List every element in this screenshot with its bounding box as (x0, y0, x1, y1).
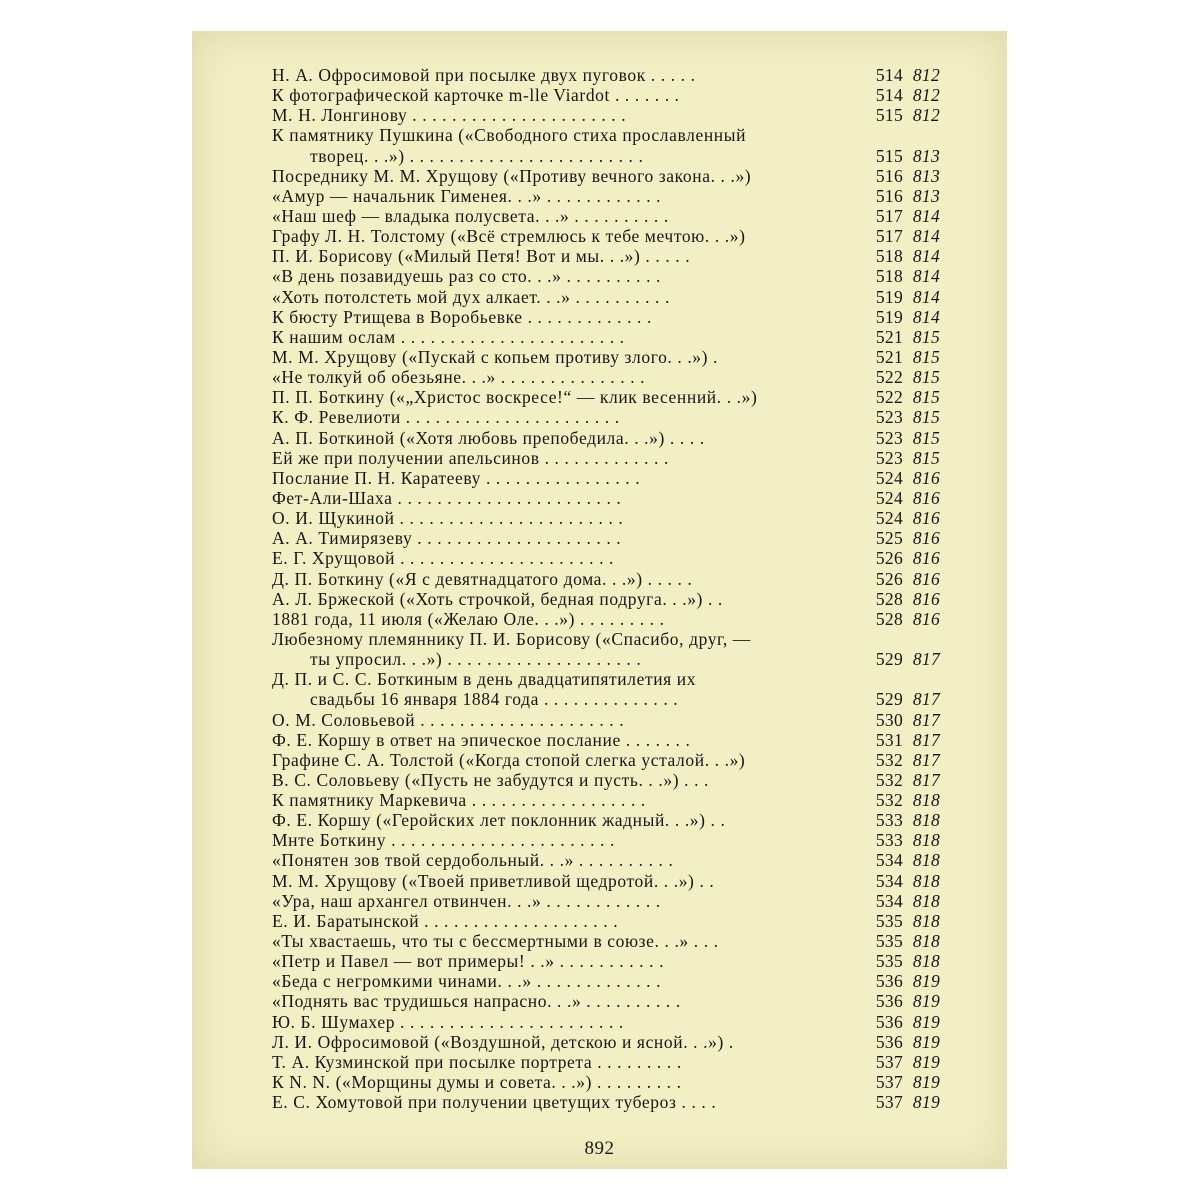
toc-entry-page: 535 (875, 951, 903, 972)
toc-entry-title: Ф. Е. Коршу («Геройских лет поклонник жадный. . .») . . (272, 810, 726, 831)
toc-entry-title: Е. И. Баратынской . . . . . . . . . . . . . . . . . . . . (272, 910, 619, 931)
toc-entry-page: 516 (875, 165, 903, 186)
toc-entry-page: 514 (875, 65, 903, 85)
toc-entry-title: В. С. Соловьеву («Пусть не забудутся и пусть. . .») . . . (272, 769, 709, 790)
toc-entry-note-page: 815 (912, 387, 940, 408)
toc-entry-page: 516 (875, 185, 903, 206)
toc-entry (272, 870, 940, 891)
toc-entry-note-page: 818 (912, 850, 940, 871)
toc-entry (272, 749, 940, 770)
toc-entry-page: 536 (875, 1011, 903, 1032)
toc-entry (272, 306, 940, 327)
toc-entry-page: 524 (875, 467, 903, 488)
page-number: 892 (584, 1138, 615, 1159)
toc-entry-note-page: 813 (912, 165, 940, 186)
toc-entry (272, 185, 940, 206)
toc-entry-note-page: 818 (912, 870, 940, 891)
toc-entry (272, 326, 940, 347)
toc-entry (272, 487, 940, 508)
toc-entry-title: Л. И. Офросимовой («Воздушной, детскою и ясной. . .») . (272, 1031, 734, 1052)
toc-entry (272, 387, 940, 408)
toc-entry-title: Е. С. Хомутовой при получении цветущих тубероз . . . . (272, 1092, 717, 1113)
toc-entry-note-page: 818 (912, 931, 940, 952)
toc-entry-title: «Понятен зов твой сердобольный. . .» . . . . . . . . . . (272, 850, 674, 871)
toc-entry-note-page: 818 (912, 830, 940, 851)
toc-entry (272, 890, 940, 911)
toc-entry-title: А. П. Боткиной («Хотя любовь препобедила. . .») . . . . (272, 427, 705, 448)
toc-entry-title: 1881 года, 11 июля («Желаю Оле. . .») . . . . . . . . . (272, 608, 665, 629)
toc-entry (272, 447, 940, 468)
toc-entry (272, 769, 940, 790)
toc-entry-title: свадьбы 16 января 1884 года . . . . . . . . . . . . . . (310, 689, 679, 710)
toc-entry (272, 266, 940, 287)
toc-entry-note-page: 818 (912, 790, 940, 811)
toc-entry-page: 536 (875, 991, 903, 1012)
toc-entry (272, 548, 940, 569)
toc-entry (272, 830, 940, 851)
toc-entry-page: 525 (875, 528, 903, 549)
toc-entry-note-page: 816 (912, 548, 940, 569)
toc-entry-title: А. Л. Бржеской («Хоть строчкой, бедная подруга. . .») . . (272, 588, 723, 609)
toc-entry-page: 534 (875, 870, 903, 891)
toc-entry-title: Графу Л. Н. Толстому («Всё стремлюсь к тебе мечтою. . .») (272, 226, 746, 247)
toc-entry-title: «Беда с негромкими чинами. . .» . . . . . . . . . . . . . (272, 971, 662, 992)
toc-entry-page: 524 (875, 508, 903, 529)
toc-entry (272, 991, 940, 1012)
toc-entry-note-page: 817 (912, 709, 940, 730)
table-of-contents (272, 65, 940, 1113)
toc-entry-title: Д. П. и С. С. Боткиным в день двадцатипятилетия их (272, 669, 697, 690)
toc-entry-page: 532 (875, 769, 903, 790)
toc-entry-title: Ю. Б. Шумахер . . . . . . . . . . . . . . . . . . . . . . . (272, 1011, 624, 1032)
toc-entry (272, 508, 940, 529)
toc-entry-title: К. Ф. Ревелиоти . . . . . . . . . . . . . . . . . . . . . . (272, 407, 620, 428)
toc-entry-note-page: 816 (912, 508, 940, 529)
toc-entry-note-page: 814 (912, 246, 940, 267)
toc-entry (272, 810, 940, 831)
toc-entry (272, 528, 940, 549)
toc-entry-note-page: 819 (912, 1092, 940, 1113)
toc-entry-page: 515 (875, 145, 903, 166)
toc-entry (272, 407, 940, 428)
toc-entry (272, 125, 936, 145)
toc-entry-note-page: 817 (912, 749, 940, 770)
toc-entry-title: Т. А. Кузминской при посылке портрета . . . . . . . . . (272, 1051, 682, 1072)
toc-entry-page: 515 (875, 105, 903, 126)
toc-entry-note-page: 819 (912, 991, 940, 1012)
toc-entry-page: 535 (875, 910, 903, 931)
toc-entry-note-page: 818 (912, 890, 940, 911)
toc-entry-page: 537 (875, 1072, 903, 1093)
toc-entry-page: 533 (875, 830, 903, 851)
toc-entry-page: 522 (875, 387, 903, 408)
toc-entry-page: 537 (875, 1051, 903, 1072)
toc-entry-note-page: 817 (912, 729, 940, 750)
toc-entry-title: Фет-Али-Шаха . . . . . . . . . . . . . . . . . . . . . . . (272, 487, 622, 508)
toc-entry (272, 205, 940, 226)
toc-entry-title: «Наш шеф — владыка полусвета. . .» . . . . . . . . . . (272, 205, 669, 226)
toc-entry (272, 1031, 940, 1052)
toc-entry-note-page: 815 (912, 367, 940, 388)
toc-entry-title: ты упросил. . .») . . . . . . . . . . . . . . . . . . . . (310, 649, 642, 670)
toc-entry-title: Е. Г. Хрущовой . . . . . . . . . . . . . . . . . . . . . . (272, 548, 615, 569)
toc-entry-title: О. М. Соловьевой . . . . . . . . . . . . . . . . . . . . . (272, 709, 625, 730)
toc-entry-title: П. И. Борисову («Милый Петя! Вот и мы. . .») . . . . . (272, 246, 691, 267)
toc-entry-page: 517 (875, 226, 903, 247)
toc-entry-note-page: 814 (912, 205, 940, 226)
toc-entry-page: 531 (875, 729, 903, 750)
toc-entry-note-page: 816 (912, 568, 940, 589)
toc-entry (272, 246, 940, 267)
toc-entry (272, 427, 940, 448)
toc-entry-title: К N. N. («Морщины думы и совета. . .») . . . . . . . . . (272, 1072, 682, 1093)
toc-entry-title: Послание П. Н. Каратееву . . . . . . . . . . . . . . . . (272, 467, 641, 488)
toc-entry (272, 729, 940, 750)
toc-entry-note-page: 817 (912, 769, 940, 790)
toc-entry (272, 931, 940, 952)
toc-entry (272, 1092, 940, 1113)
toc-entry-note-page: 814 (912, 286, 940, 307)
toc-entry-title: Посреднику М. М. Хрущову («Противу вечного закона. . .») (272, 165, 752, 186)
toc-entry (272, 709, 940, 730)
toc-entry (272, 1051, 940, 1072)
toc-entry-page: 521 (875, 346, 903, 367)
toc-entry-title: К бюсту Ртищева в Воробьевке . . . . . . . . . . . . . (272, 306, 652, 327)
toc-entry-title: Графине С. А. Толстой («Когда стопой слегка усталой. . .») (272, 749, 746, 770)
toc-entry-title: А. А. Тимирязеву . . . . . . . . . . . . . . . . . . . . . (272, 528, 622, 549)
toc-entry-note-page: 815 (912, 346, 940, 367)
toc-entry-title: Ф. Е. Коршу в ответ на эпическое послание . . . . . . . (272, 729, 691, 750)
toc-entry-page: 533 (875, 810, 903, 831)
toc-entry-note-page: 814 (912, 306, 940, 327)
toc-entry-note-page: 812 (912, 105, 940, 126)
toc-entry-page: 529 (875, 689, 903, 710)
toc-entry-note-page: 819 (912, 1011, 940, 1032)
toc-entry (272, 346, 940, 367)
toc-entry-page: 514 (875, 85, 903, 106)
toc-entry-note-page: 817 (912, 649, 940, 670)
toc-entry-note-page: 816 (912, 588, 940, 609)
toc-entry-page: 519 (875, 286, 903, 307)
toc-entry-page: 537 (875, 1092, 903, 1113)
toc-entry (272, 165, 940, 186)
toc-entry-title: «Хоть потолстеть мой дух алкает. . .» . . . . . . . . . . (272, 286, 670, 307)
toc-entry-page: 518 (875, 246, 903, 267)
toc-entry (272, 568, 940, 589)
toc-entry-title: Ей же при получении апельсинов . . . . . . . . . . . . . (272, 447, 669, 468)
toc-entry-note-page: 819 (912, 1051, 940, 1072)
toc-entry-page: 523 (875, 427, 903, 448)
toc-entry-title: О. И. Щукиной . . . . . . . . . . . . . . . . . . . . . . . (272, 508, 624, 529)
toc-entry-page: 536 (875, 1031, 903, 1052)
toc-entry-page: 523 (875, 407, 903, 428)
toc-entry-note-page: 815 (912, 427, 940, 448)
toc-entry-page: 530 (875, 709, 903, 730)
toc-entry-note-page: 816 (912, 608, 940, 629)
toc-entry-page: 534 (875, 850, 903, 871)
toc-entry-note-page: 816 (912, 487, 940, 508)
toc-entry-page: 521 (875, 326, 903, 347)
toc-entry-title: «Поднять вас трудишься напрасно. . .» . . . . . . . . . . (272, 991, 681, 1012)
toc-entry-note-page: 818 (912, 910, 940, 931)
toc-entry-title: М. М. Хрущову («Пускай с копьем противу злого. . .») . (272, 346, 719, 367)
toc-entry-title: Любезному племяннику П. И. Борисову («Спасибо, друг, — (272, 628, 751, 649)
toc-entry (272, 629, 936, 649)
toc-entry (272, 85, 940, 106)
toc-entry (272, 689, 940, 710)
toc-entry-title: «Ты хвастаешь, что ты с бессмертными в союзе. . .» . . . (272, 931, 719, 952)
toc-entry-title: «Петр и Павел — вот примеры! . .» . . . . . . . . . . . (272, 951, 665, 972)
toc-entry-note-page: 814 (912, 226, 940, 247)
toc-entry-page: 528 (875, 608, 903, 629)
toc-entry-title: «Не толкуй об обезьяне. . .» . . . . . . . . . . . . . . . (272, 367, 646, 388)
toc-entry-page: 518 (875, 266, 903, 287)
toc-entry-note-page: 816 (912, 467, 940, 488)
toc-entry-page: 535 (875, 931, 903, 952)
toc-entry-page: 524 (875, 487, 903, 508)
toc-entry (272, 951, 940, 972)
toc-entry-page: 519 (875, 306, 903, 327)
toc-entry-page: 529 (875, 649, 903, 670)
toc-entry-note-page: 815 (912, 447, 940, 468)
toc-entry (272, 65, 940, 85)
toc-entry-title: М. Н. Лонгинову . . . . . . . . . . . . . . . . . . . . . . (272, 105, 627, 126)
toc-entry-note-page: 817 (912, 689, 940, 710)
toc-entry-title: Н. А. Офросимовой при посылке двух пуговок . . . . . (272, 65, 696, 85)
toc-entry-title: К нашим ослам . . . . . . . . . . . . . . . . . . . . . . . (272, 326, 625, 347)
toc-entry-note-page: 815 (912, 407, 940, 428)
toc-entry (272, 790, 940, 811)
toc-entry-note-page: 819 (912, 971, 940, 992)
toc-entry-page: 534 (875, 890, 903, 911)
toc-entry (272, 226, 940, 247)
toc-entry-note-page: 813 (912, 185, 940, 206)
toc-entry (272, 145, 940, 166)
toc-entry-note-page: 812 (912, 85, 940, 106)
toc-entry (272, 971, 940, 992)
toc-entry (272, 1011, 940, 1032)
toc-entry-title: К памятнику Пушкина («Свободного стиха прославленный (272, 125, 747, 146)
toc-entry-note-page: 819 (912, 1031, 940, 1052)
toc-entry-note-page: 816 (912, 528, 940, 549)
toc-entry-note-page: 812 (912, 65, 940, 85)
book-page (192, 31, 1007, 1169)
toc-entry-page: 523 (875, 447, 903, 468)
toc-entry-page: 532 (875, 749, 903, 770)
toc-entry-title: «Ура, наш архангел отвинчен. . .» . . . . . . . . . . . . (272, 890, 661, 911)
toc-entry (272, 1072, 940, 1093)
toc-entry-page: 528 (875, 588, 903, 609)
toc-entry (272, 105, 940, 126)
toc-entry-title: Мнте Боткину . . . . . . . . . . . . . . . . . . . . . . . (272, 830, 615, 851)
toc-entry-page: 532 (875, 790, 903, 811)
toc-entry (272, 367, 940, 388)
toc-entry-title: П. П. Боткину («„Христос воскресе!“ — клик весенний. . .») (272, 387, 758, 408)
toc-entry-title: «Амур — начальник Гименея. . .» . . . . . . . . . . . . (272, 185, 662, 206)
toc-entry-page: 526 (875, 548, 903, 569)
toc-entry (272, 850, 940, 871)
toc-entry-title: «В день позавидуешь раз со сто. . .» . . . . . . . . . . (272, 266, 661, 287)
toc-entry (272, 588, 940, 609)
toc-entry-title: К памятнику Маркевича . . . . . . . . . . . . . . . . . . (272, 790, 646, 811)
toc-entry-page: 522 (875, 367, 903, 388)
toc-entry (272, 649, 940, 670)
toc-entry (272, 910, 940, 931)
toc-entry-title: Д. П. Боткину («Я с девятнадцатого дома. . .») . . . . . (272, 568, 693, 589)
toc-entry-title: творец. . .») . . . . . . . . . . . . . . . . . . . . . . . . (310, 145, 644, 166)
toc-entry-title: М. М. Хрущову («Твоей приветливой щедротой. . .») . . (272, 870, 715, 891)
toc-entry-note-page: 818 (912, 810, 940, 831)
toc-entry-note-page: 813 (912, 145, 940, 166)
toc-entry-note-page: 815 (912, 326, 940, 347)
toc-entry-note-page: 814 (912, 266, 940, 287)
toc-entry (272, 286, 940, 307)
toc-entry-page: 526 (875, 568, 903, 589)
toc-entry-page: 517 (875, 205, 903, 226)
toc-entry (272, 608, 940, 629)
toc-entry-note-page: 819 (912, 1072, 940, 1093)
toc-entry-page: 536 (875, 971, 903, 992)
toc-entry (272, 467, 940, 488)
toc-entry-note-page: 818 (912, 951, 940, 972)
toc-entry-title: К фотографической карточке m-lle Viardot . . . . . . . (272, 85, 680, 106)
toc-entry (272, 669, 936, 689)
